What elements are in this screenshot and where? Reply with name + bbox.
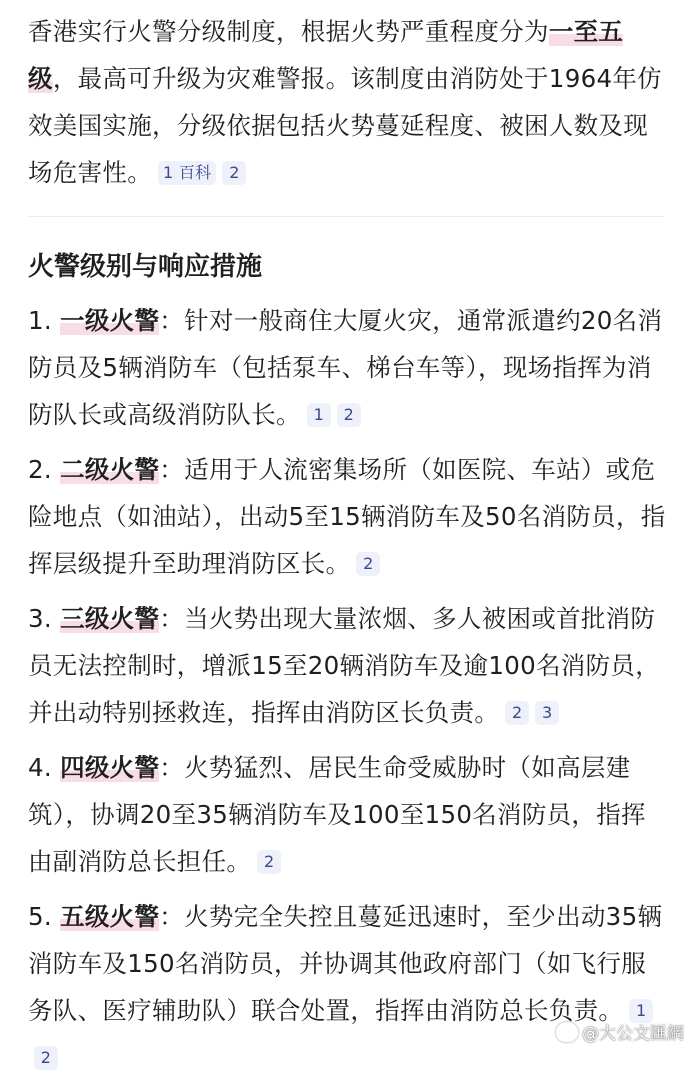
item-text: ：针对一般商住大厦火灾，通常派遣约20名消防员及5辆消防车（包括泵车、梯台车等），现场指挥为消防队长或高级消防队长。 bbox=[28, 306, 663, 429]
list-item bbox=[28, 744, 668, 885]
item-text: ：当火势出现大量浓烟、多人被困或首批消防员无法控制时，增派15至20辆消防车及逾100名消防员，并出动特别拯救连，指挥由消防区长负责。 bbox=[28, 604, 661, 727]
item-label: 二级火警 bbox=[60, 455, 160, 484]
item-number: 2. bbox=[28, 455, 52, 484]
item-number: 5. bbox=[28, 902, 52, 931]
item-label: 一级火警 bbox=[60, 306, 160, 335]
item-label: 三级火警 bbox=[60, 604, 160, 633]
item-text: ：火势猛烈、居民生命受威胁时（如高层建筑），协调20至35辆消防车及100至150名消防员，指挥由副消防总长担任。 bbox=[28, 753, 646, 876]
list-item bbox=[28, 595, 668, 736]
citation-badge[interactable]: 2 bbox=[356, 552, 380, 576]
watermark bbox=[556, 1019, 684, 1044]
item-text: ：适用于人流密集场所（如医院、车站）或危险地点（如油站），出动5至15辆消防车及50名消防员，指挥层级提升至助理消防区长。 bbox=[28, 455, 666, 578]
intro-text-after: ，最高可升级为灾难警报。该制度由消防处于1964年仿效美国实施，分级依据包括火势蔓延程度、被困人数及现场危害性。 bbox=[28, 64, 662, 187]
item-number: 4. bbox=[28, 753, 52, 782]
citation-badge[interactable]: 2 bbox=[34, 1046, 58, 1070]
intro-paragraph bbox=[28, 8, 668, 196]
citation-badge[interactable]: 1 bbox=[629, 999, 653, 1023]
item-label: 四级火警 bbox=[60, 753, 160, 782]
section-title: 火警级别与响应措施 bbox=[28, 252, 263, 282]
list-item bbox=[28, 893, 668, 1081]
item-number: 3. bbox=[28, 604, 52, 633]
intro-text-before: 香港实行火警分级制度，根据火势严重程度分为 bbox=[28, 17, 549, 46]
item-label: 五级火警 bbox=[60, 902, 160, 931]
citation-badge[interactable]: 2 bbox=[337, 403, 361, 427]
citation-badge[interactable]: 2 bbox=[505, 701, 529, 725]
list-item bbox=[28, 446, 668, 587]
intro-highlight: 一至五级 bbox=[28, 17, 624, 93]
citation-badge[interactable]: 2 bbox=[222, 161, 246, 185]
answer-content bbox=[28, 8, 668, 1081]
item-text: ：火势完全失控且蔓延迅速时，至少出动35辆消防车及150名消防员，并协调其他政府部门（如飞行服务队、医疗辅助队）联合处置，指挥由消防总长负责。 bbox=[28, 902, 663, 1025]
item-number: 1. bbox=[28, 306, 52, 335]
citation-badge[interactable]: 1 bbox=[307, 403, 331, 427]
citation-badge[interactable]: 3 bbox=[535, 701, 559, 725]
citation-badge[interactable]: 1 百科 bbox=[158, 161, 216, 185]
list-item bbox=[28, 297, 668, 438]
section-divider bbox=[28, 216, 664, 217]
weibo-logo-icon bbox=[556, 1022, 578, 1042]
watermark-text: @大公文匯網 bbox=[582, 1024, 684, 1044]
citation-badge[interactable]: 2 bbox=[257, 850, 281, 874]
